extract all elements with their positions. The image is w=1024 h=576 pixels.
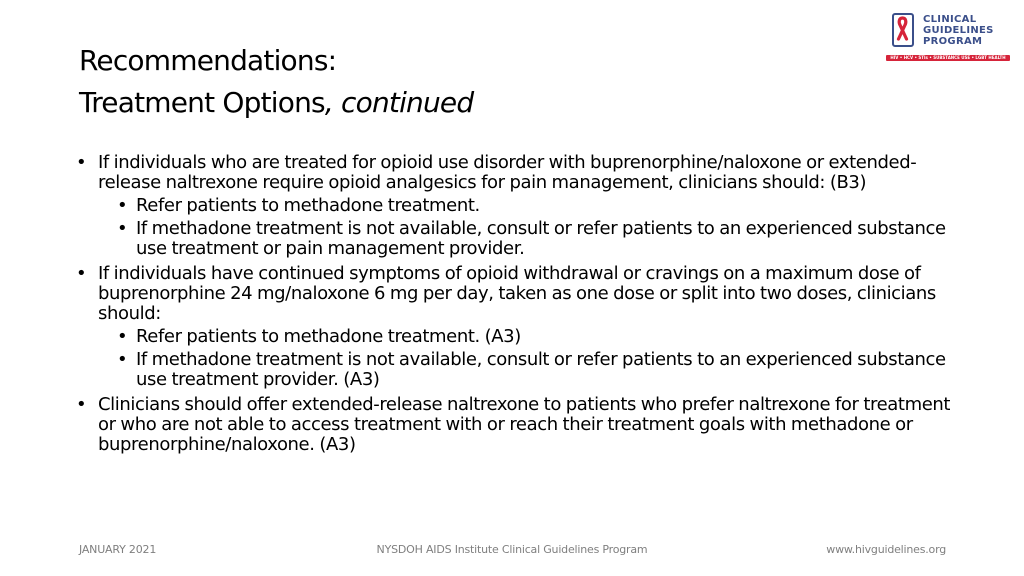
ribbon-icon [894,15,911,44]
title-line-2-continued: , continued [324,86,474,119]
sub-bullet-item: • If methadone treatment is not available, consult or refer patients to an experienced substance use treatment provider. (A3) [98,350,956,390]
logo-tagline: HIV • HCV • STIs • SUBSTANCE USE • LGBT HEALTH [890,55,1006,60]
sub-bullet-item: • Refer patients to methadone treatment. [98,196,956,216]
sub-bullet-item: • Refer patients to methadone treatment. (A3) [98,327,956,347]
bullet-list [76,153,956,455]
slide-title [79,40,473,124]
bullet-item [76,264,956,390]
logo-tagline-bar [886,55,1010,61]
bullet-item [76,395,956,455]
footer-program: NYSDOH AIDS Institute Clinical Guidelines Program [376,543,648,556]
title-line-2-main: Treatment Options [79,86,325,119]
sub-bullet-list [98,196,956,259]
sub-bullet-item: • If methadone treatment is not available, consult or refer patients to an experienced substance use treatment or pain management provider. [98,219,956,259]
bullet-text: • Clinicians should offer extended-release naltrexone to patients who prefer naltrexone for treatment or who are not able to access treatment with or reach their treatment goals with methadone or buprenorphine/naloxone. (A3) [98,394,951,455]
footer-date: JANUARY 2021 [79,543,157,556]
bullet-text: • If individuals have continued symptoms of opioid withdrawal or cravings on a maximum dose of buprenorphine 24 mg/naloxone 6 mg per day, taken as one dose or split into two doses, clinicians should: [98,263,936,324]
logo-frame [892,13,914,47]
logo-line-3: PROGRAM [923,36,983,47]
slide-body [76,153,956,460]
title-line-1: Recommendations: [79,44,337,77]
bullet-text: • If individuals who are treated for opioid use disorder with buprenorphine/naloxone or extended-release naltrexone require opioid analgesics for pain management, clinicians should: (B3) [98,152,917,193]
sub-bullet-list [98,327,956,390]
clinical-guidelines-logo [886,13,1012,65]
logo-line-2: GUIDELINES [923,25,994,36]
footer-website: www.hivguidelines.org [826,543,946,556]
logo-line-1: CLINICAL [923,14,977,25]
logo-wordmark [923,14,994,47]
bullet-item [76,153,956,259]
title-line-2 [79,82,473,124]
